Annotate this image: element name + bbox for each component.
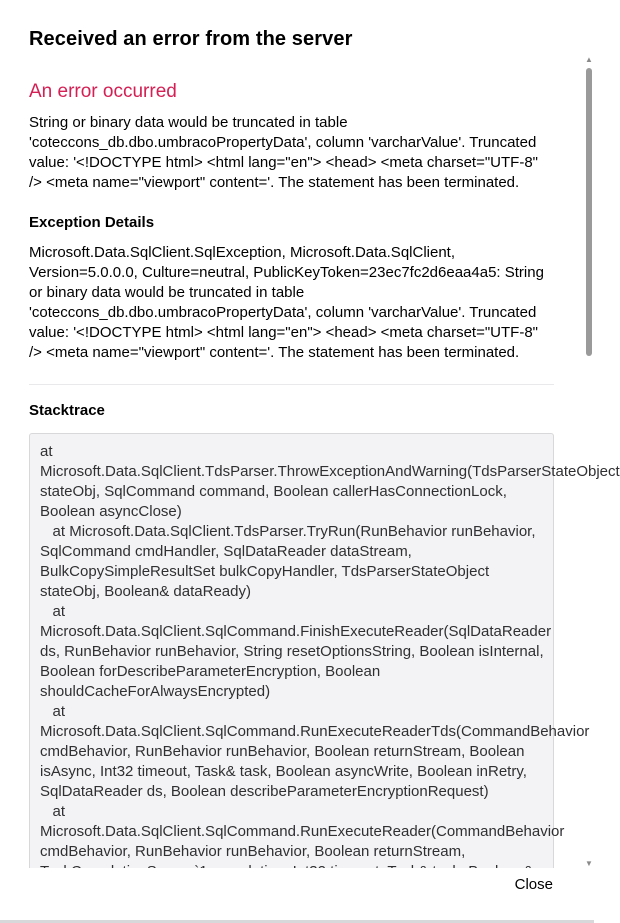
exception-details-title: Exception Details — [29, 214, 155, 231]
vertical-scrollbar[interactable] — [584, 56, 594, 868]
exception-details-message: Microsoft.Data.SqlClient.SqlException, Microsoft.Data.SqlClient, Version=5.0.0.0, Culture=neutral, PublicKeyToken=23ec7fc2d6eaa4a5: String or binary data would be truncated in table 'coteccons_db.dbo.umbracoPropertyData', column 'varcharValue'. Truncated value: '<!DOCTYPE html> <html lang="en"> <head> <meta charset="UTF-8" /> <meta name="viewport" content='. The statement has been terminated. — [29, 244, 544, 361]
dialog-title: Received an error from the server — [29, 28, 353, 50]
stacktrace-box[interactable]: at Microsoft.Data.SqlClient.TdsParser.ThrowExceptionAndWarning(TdsParserStateObject stateObj, SqlCommand command, Boolean callerHasConnectionLock, Boolean asyncClose) at Microsoft.Data.SqlClient.TdsParser.TryRun(RunBehavior runBehavior, SqlCommand cmdHandler, SqlDataReader dataStream, BulkCopySimpleResultSet bulkCopyHandler, TdsParserStateObject stateObj, Boolean& dataReady) at Microsoft.Data.SqlClient.SqlCommand.FinishExecuteReader(SqlDataReader ds, RunBehavior runBehavior, String resetOptionsString, Boolean isInternal, Boolean forDescribeParameterEncryption, Boolean shouldCacheForAlwaysEncrypted) at Microsoft.Data.SqlClient.SqlCommand.RunExecuteReaderTds(CommandBehavior cmdBehavior, RunBehavior runBehavior, Boolean returnStream, Boolean isAsync, Int32 timeout, Task& task, Boolean asyncWrite, Boolean inRetry, SqlDataReader ds, Boolean describeParameterEncryptionRequest) at Microsoft.Data.SqlClient.SqlCommand.RunExecuteReader(CommandBehavior cmdBehavior, RunBehavior runBehavior, Boolean returnStream, — [29, 433, 554, 883]
dialog-footer — [0, 868, 594, 923]
scrollbar-thumb[interactable] — [586, 68, 592, 356]
error-message: String or binary data would be truncated in table 'coteccons_db.dbo.umbracoPropertyData', column 'varcharValue'. Truncated value: '<!DOCTYPE html> <html lang="en"> <head> <meta charset="UTF-8" /> <meta name="viewport" content='. The statement has been terminated. — [29, 114, 538, 191]
close-button[interactable]: Close — [514, 876, 553, 893]
stacktrace-title: Stacktrace — [29, 402, 105, 419]
dialog-content[interactable] — [29, 80, 620, 870]
scroll-up-arrow-icon[interactable]: ▲ — [585, 55, 593, 64]
error-headline: An error occurred — [29, 81, 177, 102]
section-divider — [29, 384, 554, 385]
scroll-down-arrow-icon[interactable]: ▼ — [585, 859, 593, 868]
